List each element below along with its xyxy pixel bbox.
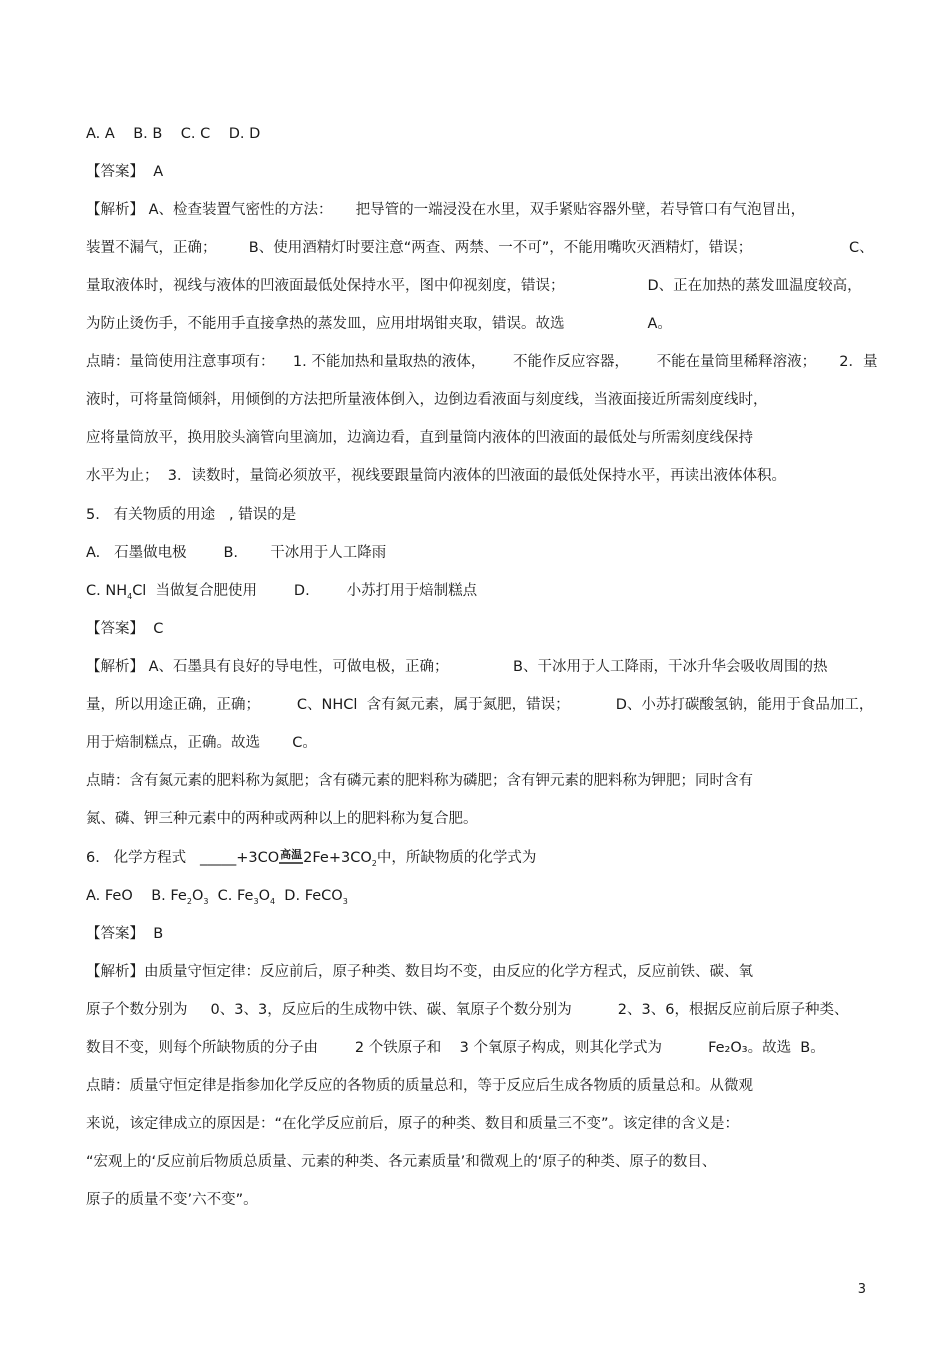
q4-analysis-line-4: 为防止烫伤手，不能用手直接拿热的蒸发皿，应用坩埚钳夹取，错误。故选 A。: [86, 316, 672, 332]
q6-tip-line-2: 来说，该定律成立的原因是：“在化学反应前后，原子的种类、数目和质量三不变”。该定律的含义是：: [86, 1116, 740, 1132]
q6-answer: 【答案】 B: [86, 926, 164, 942]
q4-answer: 【答案】 A: [86, 164, 164, 180]
q6-tip-line-1: 点睛：质量守恒定律是指参加化学反应的各物质的质量总和，等于反应后生成各物质的质量总和。从微观: [86, 1078, 753, 1094]
q5-options-cd: C. $NH_4Cl$ 当做复合肥使用 D. 小苏打用于焙制糕点: [86, 583, 478, 601]
q5-analysis-line-2: 量，所以用途正确，正确； C、NHCl 含有氮元素，属于氮肥，错误； D、小苏打碳酸氢钠，能用于食品加工，: [86, 697, 874, 713]
q4-tip-line-1: 点睛：量筒使用注意事项有： 1. 不能加热和量取热的液体， 不能作反应容器， 不能在量筒里稀释溶液； 2．量: [86, 354, 878, 370]
q5-stem: 5. 有关物质的用途 , 错误的是: [86, 507, 297, 523]
q4-analysis-line-3: 量取液体时，视线与液体的凹液面最低处保持水平，图中仰视刻度，错误； D、正在加热的蒸发皿温度较高，: [86, 278, 862, 294]
q4-tip-line-3: 应将量筒放平，换用胶头滴管向里滴加，边滴边看，直到量筒内液体的凹液面的最低处与所需刻度线保持: [86, 430, 753, 446]
q5-analysis-line-1: 【解析】 A、石墨具有良好的导电性，可做电极，正确； B、干冰用于人工降雨，干冰升华会吸收周围的热: [86, 659, 828, 675]
reaction-condition: 高温: [280, 848, 303, 861]
q5-tip-line-1: 点睛：含有氮元素的肥料称为氮肥；含有磷元素的肥料称为磷肥；含有钾元素的肥料称为钾肥；同时含有: [86, 773, 753, 789]
q5-answer: 【答案】 C: [86, 621, 164, 637]
q5-tip-line-2: 氮、磷、钾三种元素中的两种或两种以上的肥料称为复合肥。: [86, 811, 478, 827]
q4-analysis-line-2: 装置不漏气，正确； B、使用酒精灯时要注意“两查、两禁、一不可”，不能用嘴吹灭酒精灯，错误； C、: [86, 240, 874, 256]
q5-analysis-line-3: 用于焙制糕点，正确。故选 C。: [86, 735, 317, 751]
q5-options-ab: A. 石墨做电极 B. 干冰用于人工降雨: [86, 545, 387, 561]
q4-tip-line-2: 液时，可将量筒倾斜，用倾倒的方法把所量液体倒入，边倒边看液面与刻度线，当液面接近所需刻度线时，: [86, 392, 768, 408]
q6-stem: 6. 化学方程式 _____+3CO高温$2Fe+3CO_2$中，所缺物质的化学式为: [86, 848, 537, 868]
q6-tip-line-4: 原子的质量不变’六不变”。: [86, 1192, 258, 1208]
q6-analysis-line-2: 原子个数分别为 0、3、3，反应后的生成物中铁、碳、氧原子个数分别为 2、3、6，根据反应前后原子种类、: [86, 1002, 849, 1018]
q6-analysis-line-1: 【解析】由质量守恒定律：反应前后，原子种类、数目均不变，由反应的化学方程式，反应前铁、碳、氧: [86, 964, 753, 980]
q4-tip-line-4: 水平为止； 3．读数时，量筒必须放平，视线要跟量筒内液体的凹液面的最低处保持水平，再读出液体体积。: [86, 468, 786, 484]
q4-analysis-line-1: 【解析】 A、检查装置气密性的方法： 把导管的一端浸没在水里，双手紧贴容器外壁，若导管口有气泡冒出，: [86, 202, 806, 218]
q4-options: A. A B. B C. C D. D: [86, 126, 261, 142]
q6-tip-line-3: “宏观上的‘反应前后物质总质量、元素的种类、各元素质量’和微观上的‘原子的种类、原子的数目、: [86, 1154, 717, 1170]
q6-analysis-line-3: 数目不变，则每个所缺物质的分子由 2 个铁原子和 3 个氧原子构成，则其化学式为 Fe₂O₃。故选 B。: [86, 1040, 825, 1056]
page-number: 3: [857, 1282, 866, 1297]
q6-options: A. FeO B. $Fe_2O_3$ C. $Fe_3O_4$ D. FeCO$_3$: [86, 888, 348, 906]
